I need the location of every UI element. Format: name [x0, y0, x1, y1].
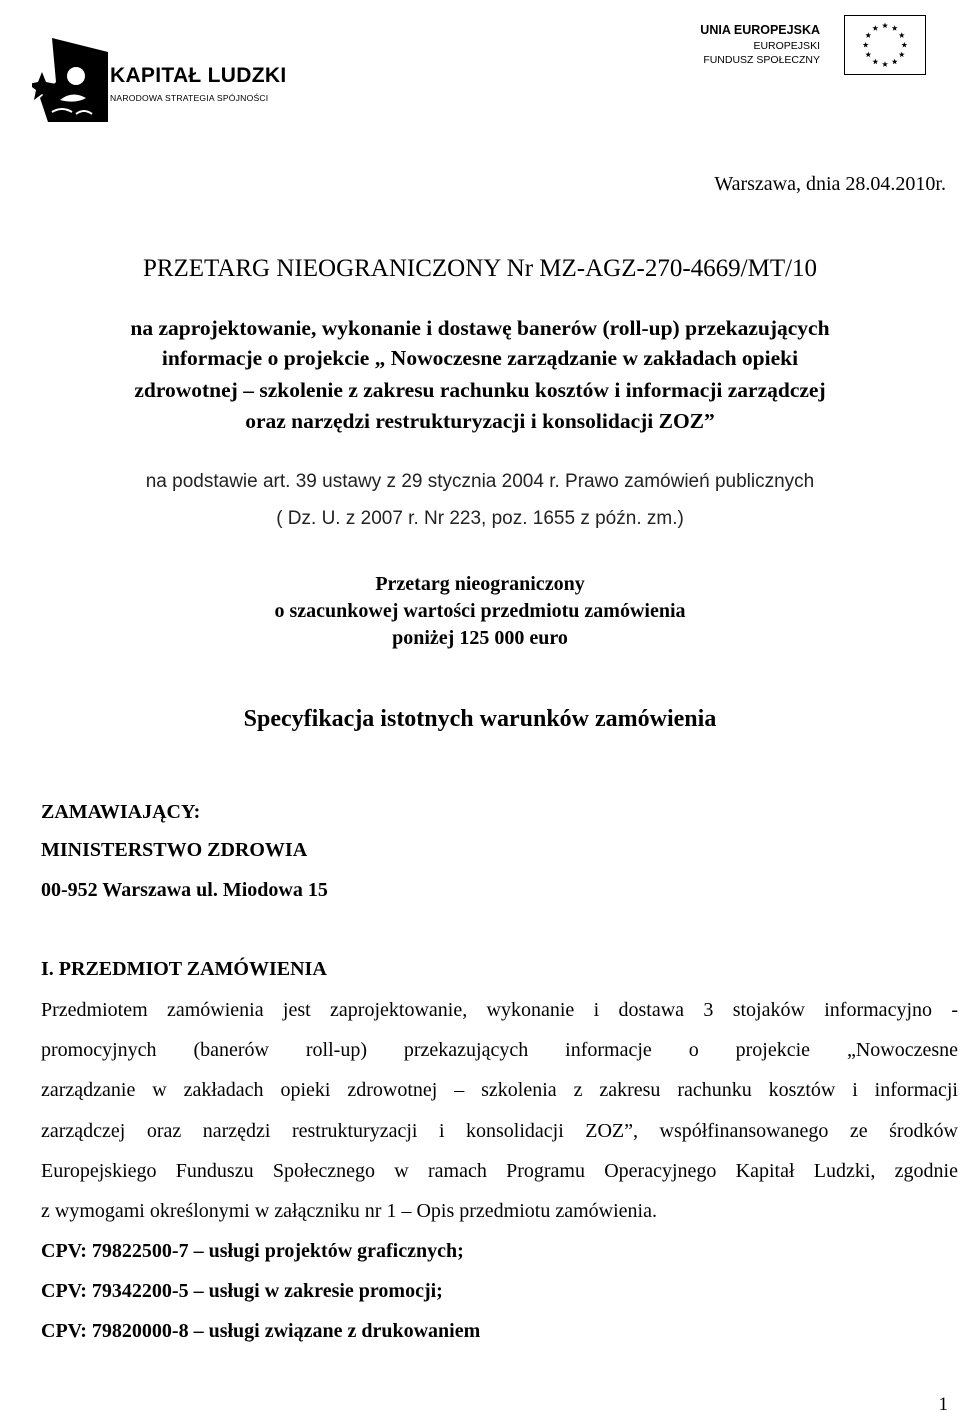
cpv-line: CPV: 79342200-5 – usługi w zakresie promocji; [41, 1280, 443, 1302]
page-number: 1 [938, 1394, 948, 1415]
procedure-line: o szacunkowej wartości przedmiotu zamówienia [274, 600, 686, 622]
legal-basis-line: na podstawie art. 39 ustawy z 29 stycznia 2004 r. Prawo zamówień publicznych [145, 471, 815, 492]
procedure-line: poniżej 125 000 euro [392, 627, 568, 649]
subject-line: informacje o projekcie „ Nowoczesne zarządzanie w zakładach opieki [161, 346, 799, 370]
spec-title: Specyfikacja istotnych warunków zamówienia [243, 706, 717, 732]
contracting-name: MINISTERSTWO ZDROWIA [41, 839, 308, 861]
document-date: Warszawa, dnia 28.04.2010r. [714, 173, 946, 195]
eu-star-icon [865, 52, 871, 58]
cpv-line: CPV: 79820000-8 – usługi związane z drukowaniem [41, 1320, 481, 1342]
eu-star-icon [865, 32, 871, 38]
kapital-ludzki-subtitle: NARODOWA STRATEGIA SPÓJNOŚCI [110, 93, 269, 103]
contracting-address: 00-952 Warszawa ul. Miodowa 15 [41, 879, 328, 901]
eu-star-icon [882, 61, 888, 67]
cpv-line: CPV: 79822500-7 – usługi projektów graficznych; [41, 1240, 464, 1262]
body-line: zarządzanie w zakładach opieki zdrowotnej – szkolenia z zakresu rachunku kosztów i informacji [41, 1079, 958, 1101]
eu-star-icon [872, 59, 878, 65]
body-line: Europejskiego Funduszu Społecznego w ramach Programu Operacyjnego Kapitał Ludzki, zgodnie [41, 1160, 958, 1182]
eu-star-icon [901, 42, 907, 48]
eu-stars-flag-icon [844, 15, 926, 75]
subject-line: zdrowotnej – szkolenie z zakresu rachunku kosztów i informacji zarządczej [134, 378, 826, 402]
tender-number-title: PRZETARG NIEOGRANICZONY Nr MZ-AGZ-270-4669/MT/10 [142, 255, 818, 282]
subject-line: na zaprojektowanie, wykonanie i dostawę banerów (roll-up) przekazujących [130, 316, 830, 340]
eu-star-icon [872, 25, 878, 31]
eu-star-icon [892, 25, 898, 31]
eu-star-icon [899, 32, 905, 38]
eu-star-icon [899, 52, 905, 58]
kapital-ludzki-logo [32, 38, 302, 128]
eu-logo-text [700, 22, 820, 67]
eu-star-icon [863, 42, 869, 48]
body-line: promocyjnych (banerów roll-up) przekazujących informacje o projekcie „Nowoczesne [41, 1039, 958, 1061]
section-heading: I. PRZEDMIOT ZAMÓWIENIA [41, 958, 327, 980]
eu-logo [690, 15, 926, 77]
contracting-label: ZAMAWIAJĄCY: [41, 801, 201, 823]
legal-basis-line: ( Dz. U. z 2007 r. Nr 223, poz. 1655 z późn. zm.) [276, 508, 684, 529]
body-line: Przedmiotem zamówienia jest zaprojektowanie, wykonanie i dostawa 3 stojaków informacyjno - [41, 999, 958, 1021]
body-line: z wymogami określonymi w załączniku nr 1 – Opis przedmiotu zamówienia. [41, 1200, 657, 1222]
body-line: zarządczej oraz narzędzi restrukturyzacji i konsolidacji ZOZ”, współfinansowanego ze środków [41, 1120, 958, 1142]
eu-star-icon [892, 59, 898, 65]
eu-star-icon [882, 23, 888, 29]
eu-line-3: FUNDUSZ SPOŁECZNY [703, 54, 820, 66]
subject-line: oraz narzędzi restrukturyzacji i konsolidacji ZOZ” [245, 409, 715, 433]
kapital-ludzki-title: KAPITAŁ LUDZKI [110, 64, 287, 87]
kapital-ludzki-emblem-icon [32, 38, 108, 122]
procedure-line: Przetarg nieograniczony [375, 573, 585, 595]
eu-line-2: EUROPEJSKI [753, 40, 820, 52]
eu-line-1: UNIA EUROPEJSKA [700, 23, 820, 37]
